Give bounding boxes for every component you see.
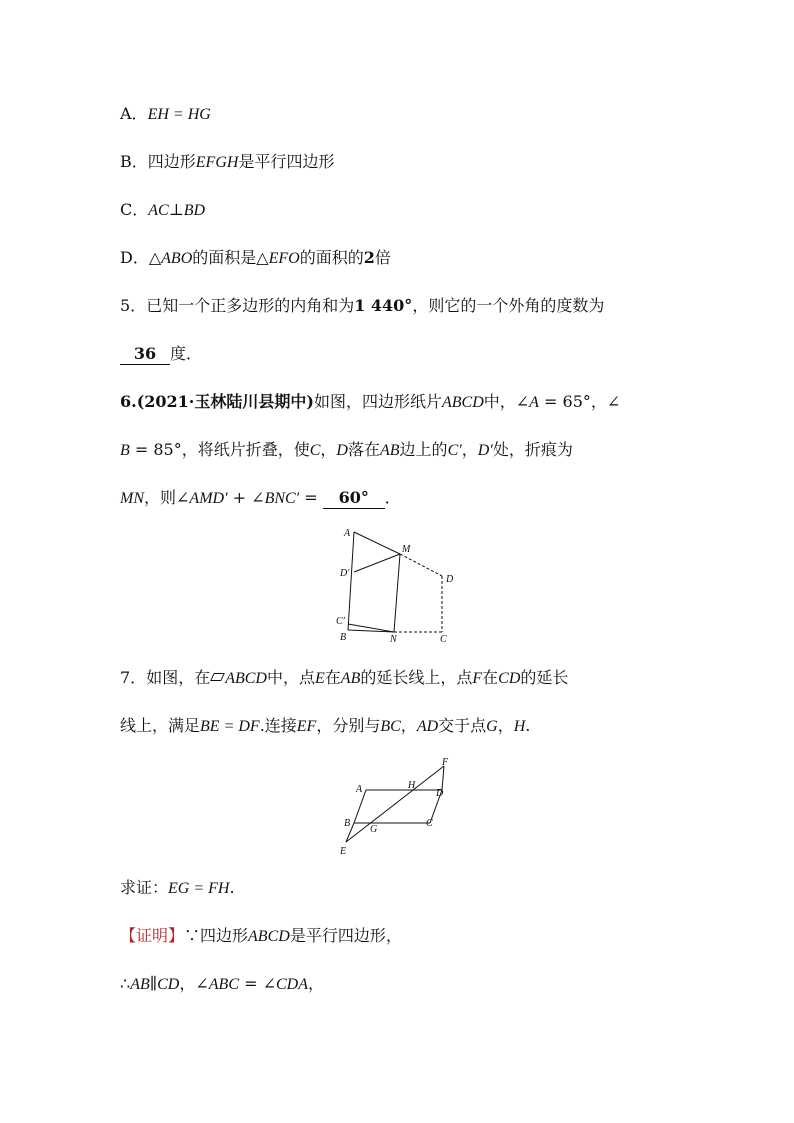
label-a: A	[356, 784, 363, 795]
segment-ab	[348, 532, 354, 630]
label-d: D	[436, 788, 444, 799]
question-5-line-2: 36 度．	[120, 344, 202, 365]
question-6-line-2: B = 85°，将纸片折叠，使C，D落在AB边上的C′，D′处，折痕为	[120, 440, 573, 459]
question-6-line-1: 6.(2021·玉林陆川县期中)如图，四边形纸片ABCD中，∠A = 65°，∠	[120, 392, 621, 411]
segment-md1	[354, 554, 400, 572]
figure-q6-folded-quadrilateral	[330, 524, 470, 646]
segment-df	[442, 766, 444, 790]
question-7-line-1: 7．如图，在 ABCD中，点E在AB的延长线上，点F在CD的延长	[120, 668, 569, 687]
segment-mn	[394, 554, 400, 632]
proof-tag: 【证明】	[120, 926, 185, 945]
label-m: M	[402, 544, 411, 555]
question-7-line-2: 线上，满足BE = DF.连接EF，分别与BC，AD交于点G，H.	[120, 716, 531, 735]
figure-q7-parallelogram	[336, 756, 458, 858]
label-g: G	[370, 824, 378, 835]
option-b: B．四边形EFGH是平行四边形	[120, 152, 335, 171]
option-d: D．△ABO的面积是△EFO的面积的2倍	[120, 248, 391, 267]
segment-md-dashed	[400, 554, 442, 576]
label-f: F	[442, 757, 449, 768]
answer-blank: 60°	[323, 488, 385, 509]
proof-line-2: ∴AB∥CD，∠ABC = ∠CDA，	[120, 974, 324, 993]
parallelogram-icon	[210, 673, 225, 681]
option-c: C．AC⊥BD	[120, 200, 206, 219]
label-b: B	[344, 818, 351, 829]
label-b: B	[340, 632, 347, 643]
label-e: E	[340, 846, 347, 857]
label-n: N	[390, 634, 397, 645]
label-h: H	[408, 780, 416, 791]
label-c: C	[426, 818, 433, 829]
label-d1: D′	[340, 568, 350, 579]
segment-am	[354, 532, 400, 554]
label-c: C	[440, 634, 447, 645]
question-5-line-1: 5．已知一个正多边形的内角和为1 440°，则它的一个外角的度数为	[120, 296, 605, 315]
option-a: A．EH = HG	[120, 104, 211, 123]
answer-blank: 36	[120, 344, 170, 365]
label-c1: C′	[336, 616, 345, 627]
question-6-line-3: MN，则∠AMD′ + ∠BNC′ = 60° ．	[120, 488, 401, 507]
proof-line-1: 【证明】∵四边形ABCD是平行四边形，	[120, 926, 402, 945]
label-a: A	[344, 528, 351, 539]
prove-statement: 求证：EG = FH.	[120, 878, 235, 897]
label-d: D	[446, 574, 454, 585]
